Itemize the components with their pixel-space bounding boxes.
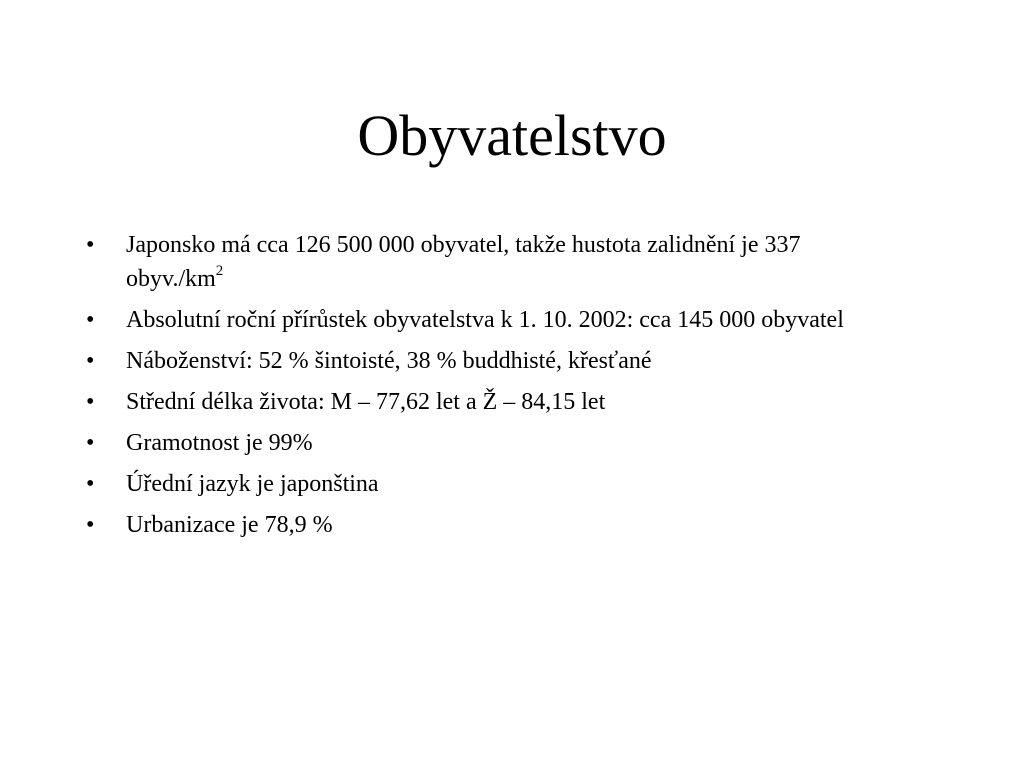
bullet-item-growth (86, 303, 886, 337)
bullet-text: Úřední jazyk je japonština (126, 471, 379, 497)
bullet-list (86, 228, 886, 549)
bullet-item-language (86, 467, 886, 501)
bullet-text: Urbanizace je 78,9 % (126, 512, 333, 538)
bullet-icon: • (86, 307, 95, 333)
bullet-item-literacy (86, 426, 886, 460)
bullet-icon: • (86, 232, 95, 258)
bullet-item-population (86, 228, 886, 296)
bullet-item-urbanization (86, 508, 886, 542)
bullet-icon: • (86, 471, 95, 497)
slide-title: Obyvatelstvo (357, 103, 667, 168)
bullet-text: Japonsko má cca 126 500 000 obyvatel, takže hustota zalidnění je 337 obyv./km (126, 232, 801, 292)
bullet-icon: • (86, 430, 95, 456)
superscript: 2 (215, 263, 224, 279)
bullet-item-religion (86, 344, 886, 378)
bullet-text: Náboženství: 52 % šintoisté, 38 % buddhisté, křesťané (126, 348, 652, 374)
bullet-text: Gramotnost je 99% (126, 430, 313, 456)
bullet-text: Střední délka života: M – 77,62 let a Ž – 84,15 let (126, 389, 606, 415)
bullet-text: Absolutní roční přírůstek obyvatelstva k 1. 10. 2002: cca 145 000 obyvatel (126, 307, 844, 333)
bullet-icon: • (86, 348, 95, 374)
bullet-item-life-expectancy (86, 385, 886, 419)
bullet-icon: • (86, 512, 95, 538)
bullet-icon: • (86, 389, 95, 415)
